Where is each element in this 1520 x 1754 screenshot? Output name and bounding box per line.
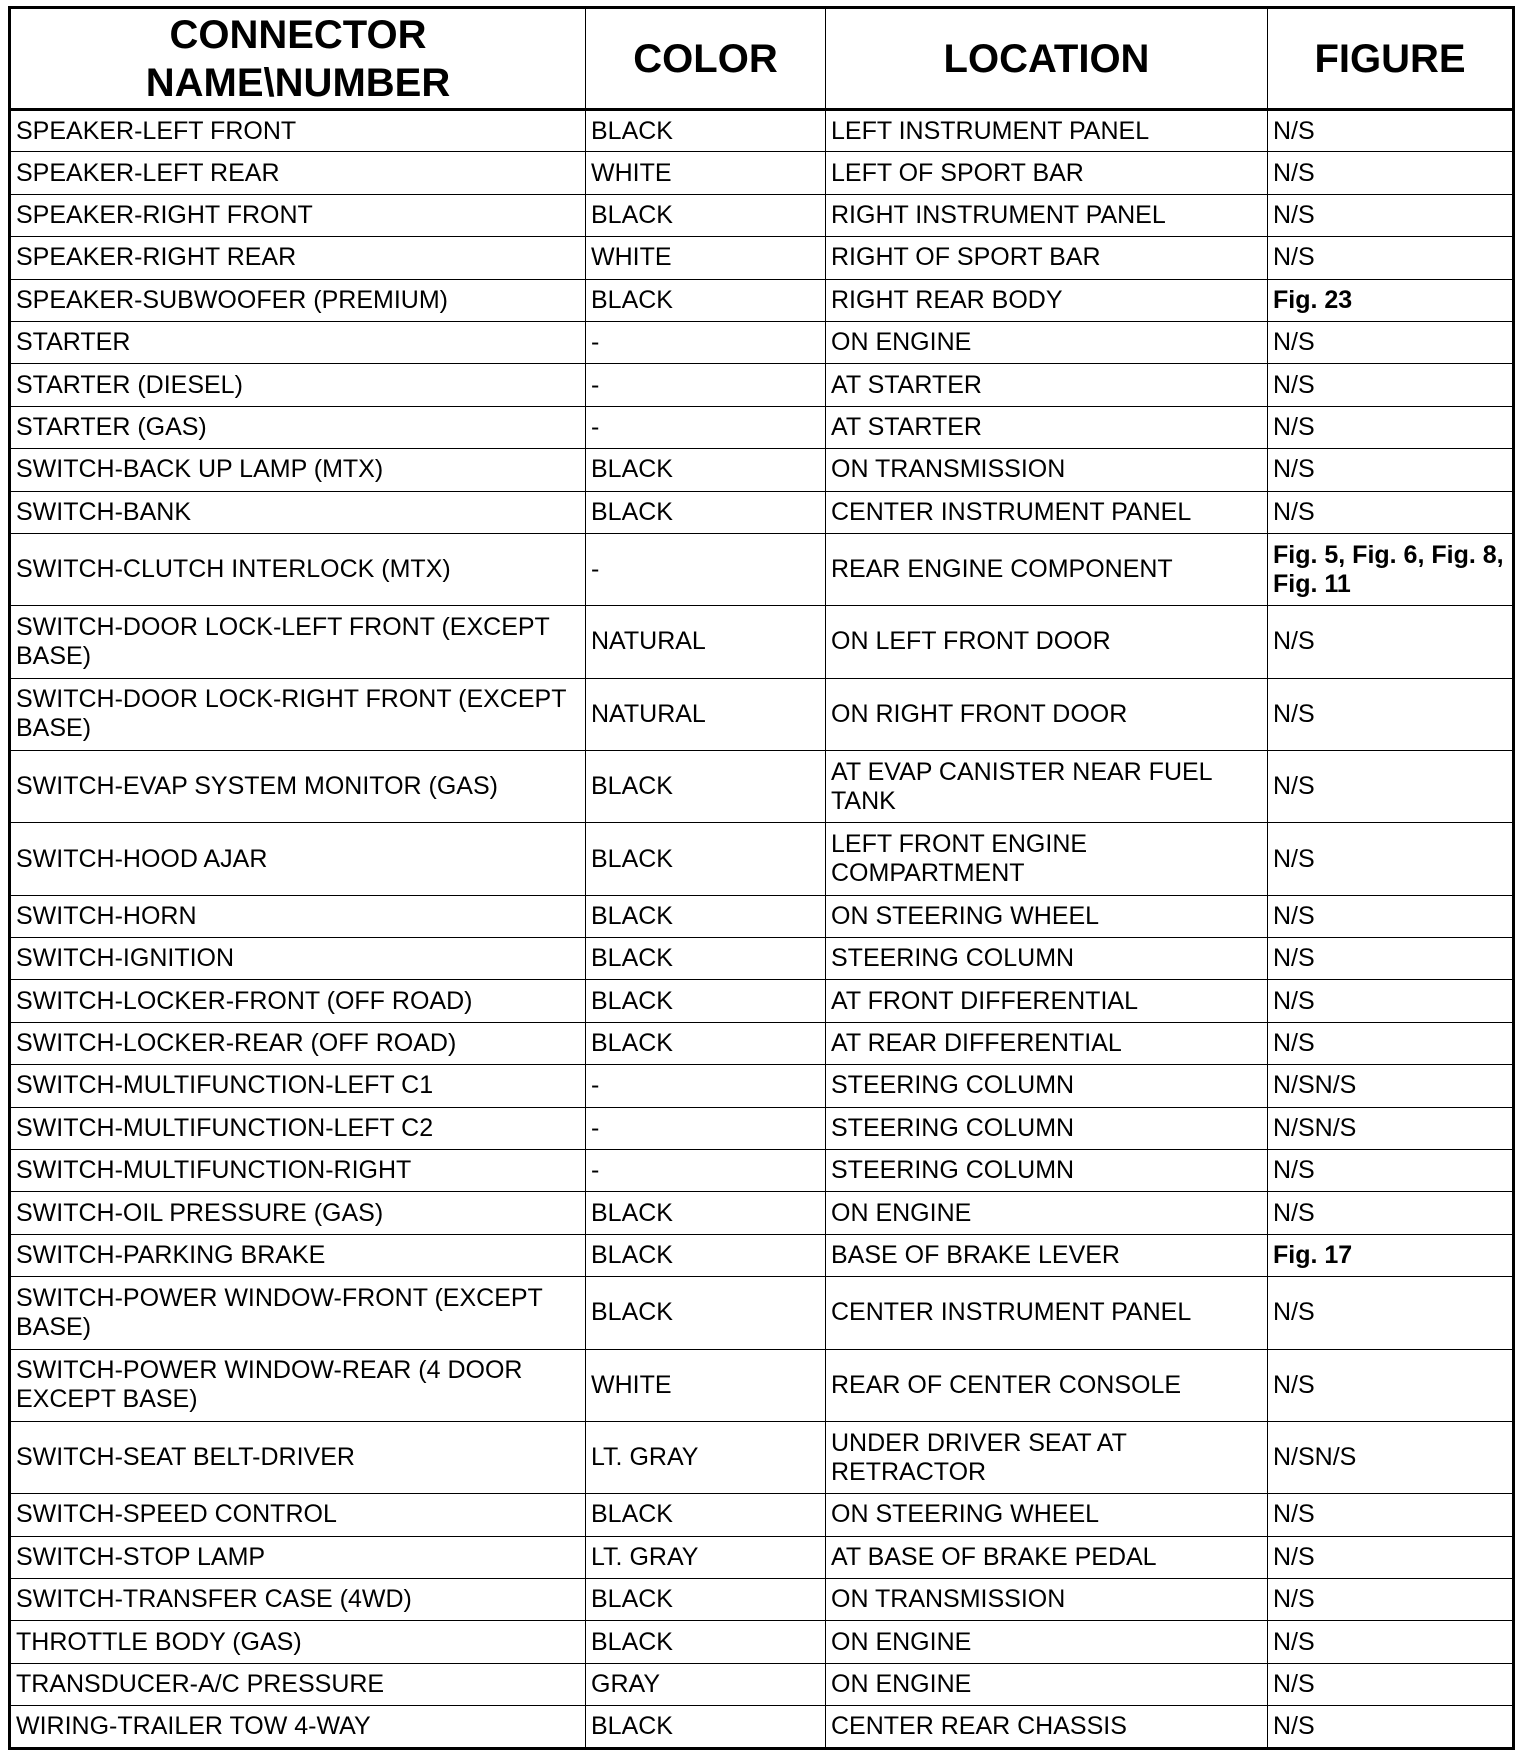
table-row (10, 491, 1514, 533)
cell-color: - (586, 406, 826, 448)
header-figure: FIGURE (1268, 8, 1514, 110)
cell-figure: N/S (1268, 1150, 1514, 1192)
cell-connector-name: SPEAKER-SUBWOOFER (PREMIUM) (10, 279, 586, 321)
cell-color: BLACK (586, 938, 826, 980)
table-row (10, 823, 1514, 895)
cell-location: UNDER DRIVER SEAT AT RETRACTOR (826, 1421, 1268, 1493)
cell-connector-name: SWITCH-POWER WINDOW-FRONT (EXCEPT BASE) (10, 1277, 586, 1349)
cell-color: BLACK (586, 279, 826, 321)
cell-color: WHITE (586, 237, 826, 279)
cell-color: BLACK (586, 980, 826, 1022)
cell-connector-name: SWITCH-STOP LAMP (10, 1536, 586, 1578)
cell-figure: N/S (1268, 1022, 1514, 1064)
table-header-row (10, 8, 1514, 110)
connector-table (8, 6, 1515, 1750)
cell-location: LEFT FRONT ENGINE COMPARTMENT (826, 823, 1268, 895)
cell-location: CENTER REAR CHASSIS (826, 1706, 1268, 1749)
cell-figure: N/S (1268, 491, 1514, 533)
cell-connector-name: SWITCH-SPEED CONTROL (10, 1494, 586, 1536)
cell-color: LT. GRAY (586, 1536, 826, 1578)
cell-connector-name: SWITCH-BACK UP LAMP (MTX) (10, 449, 586, 491)
table-row (10, 895, 1514, 937)
cell-connector-name: SWITCH-HOOD AJAR (10, 823, 586, 895)
cell-figure: N/S (1268, 678, 1514, 750)
cell-location: AT STARTER (826, 406, 1268, 448)
cell-color: BLACK (586, 1579, 826, 1621)
cell-connector-name: SWITCH-OIL PRESSURE (GAS) (10, 1192, 586, 1234)
cell-location: ON ENGINE (826, 321, 1268, 363)
cell-figure: N/S (1268, 321, 1514, 363)
table-row (10, 1192, 1514, 1234)
table-row (10, 750, 1514, 822)
cell-connector-name: SWITCH-LOCKER-FRONT (OFF ROAD) (10, 980, 586, 1022)
cell-connector-name: SWITCH-SEAT BELT-DRIVER (10, 1421, 586, 1493)
table-row (10, 1421, 1514, 1493)
cell-connector-name: SWITCH-DOOR LOCK-LEFT FRONT (EXCEPT BASE) (10, 606, 586, 678)
cell-color: BLACK (586, 1022, 826, 1064)
table-body (10, 110, 1514, 1749)
cell-connector-name: THROTTLE BODY (GAS) (10, 1621, 586, 1663)
cell-location: ON STEERING WHEEL (826, 1494, 1268, 1536)
table-row (10, 152, 1514, 194)
cell-color: BLACK (586, 1494, 826, 1536)
table-row (10, 406, 1514, 448)
cell-figure: N/S (1268, 1349, 1514, 1421)
cell-color: BLACK (586, 823, 826, 895)
cell-color: BLACK (586, 1277, 826, 1349)
cell-location: AT REAR DIFFERENTIAL (826, 1022, 1268, 1064)
table-row (10, 1579, 1514, 1621)
cell-figure: N/S (1268, 1663, 1514, 1705)
cell-connector-name: SWITCH-LOCKER-REAR (OFF ROAD) (10, 1022, 586, 1064)
cell-connector-name: SWITCH-BANK (10, 491, 586, 533)
cell-color: - (586, 533, 826, 605)
cell-color: BLACK (586, 750, 826, 822)
cell-figure: N/S (1268, 406, 1514, 448)
table-row (10, 938, 1514, 980)
cell-connector-name: STARTER (10, 321, 586, 363)
cell-color: NATURAL (586, 606, 826, 678)
cell-connector-name: SWITCH-MULTIFUNCTION-LEFT C2 (10, 1107, 586, 1149)
header-connector-name: CONNECTOR NAME\NUMBER (10, 8, 586, 110)
cell-location: CENTER INSTRUMENT PANEL (826, 491, 1268, 533)
cell-color: - (586, 321, 826, 363)
cell-color: BLACK (586, 491, 826, 533)
cell-figure: N/S (1268, 237, 1514, 279)
cell-location: LEFT OF SPORT BAR (826, 152, 1268, 194)
cell-connector-name: SWITCH-POWER WINDOW-REAR (4 DOOR EXCEPT BASE) (10, 1349, 586, 1421)
cell-color: - (586, 364, 826, 406)
table-row (10, 1621, 1514, 1663)
cell-location: LEFT INSTRUMENT PANEL (826, 110, 1268, 152)
cell-connector-name: SWITCH-CLUTCH INTERLOCK (MTX) (10, 533, 586, 605)
table-row (10, 678, 1514, 750)
cell-color: - (586, 1107, 826, 1149)
cell-location: ON LEFT FRONT DOOR (826, 606, 1268, 678)
cell-connector-name: SPEAKER-RIGHT FRONT (10, 194, 586, 236)
cell-location: STEERING COLUMN (826, 938, 1268, 980)
cell-connector-name: SWITCH-DOOR LOCK-RIGHT FRONT (EXCEPT BASE) (10, 678, 586, 750)
table-row (10, 1277, 1514, 1349)
table-row (10, 1065, 1514, 1107)
cell-location: ON RIGHT FRONT DOOR (826, 678, 1268, 750)
cell-connector-name: SWITCH-PARKING BRAKE (10, 1234, 586, 1276)
cell-color: - (586, 1150, 826, 1192)
cell-figure: N/S (1268, 1621, 1514, 1663)
cell-location: AT EVAP CANISTER NEAR FUEL TANK (826, 750, 1268, 822)
table-row (10, 364, 1514, 406)
cell-figure: N/S (1268, 1706, 1514, 1749)
cell-figure: N/S (1268, 1579, 1514, 1621)
table-row (10, 1706, 1514, 1749)
cell-location: STEERING COLUMN (826, 1150, 1268, 1192)
cell-location: STEERING COLUMN (826, 1065, 1268, 1107)
cell-figure: N/S (1268, 110, 1514, 152)
cell-color: - (586, 1065, 826, 1107)
cell-color: BLACK (586, 110, 826, 152)
cell-color: NATURAL (586, 678, 826, 750)
cell-color: GRAY (586, 1663, 826, 1705)
cell-figure: Fig. 23 (1268, 279, 1514, 321)
cell-color: WHITE (586, 1349, 826, 1421)
cell-location: STEERING COLUMN (826, 1107, 1268, 1149)
cell-figure: N/S (1268, 895, 1514, 937)
cell-figure: N/S (1268, 1536, 1514, 1578)
cell-location: RIGHT REAR BODY (826, 279, 1268, 321)
table-row (10, 1022, 1514, 1064)
cell-color: BLACK (586, 895, 826, 937)
cell-location: REAR ENGINE COMPONENT (826, 533, 1268, 605)
table-row (10, 321, 1514, 363)
cell-color: BLACK (586, 1192, 826, 1234)
cell-connector-name: SPEAKER-LEFT FRONT (10, 110, 586, 152)
cell-location: CENTER INSTRUMENT PANEL (826, 1277, 1268, 1349)
cell-color: BLACK (586, 1621, 826, 1663)
cell-figure: Fig. 17 (1268, 1234, 1514, 1276)
cell-connector-name: SWITCH-EVAP SYSTEM MONITOR (GAS) (10, 750, 586, 822)
cell-connector-name: STARTER (GAS) (10, 406, 586, 448)
table-row (10, 1150, 1514, 1192)
cell-figure: N/S (1268, 1192, 1514, 1234)
table-row (10, 449, 1514, 491)
cell-location: RIGHT INSTRUMENT PANEL (826, 194, 1268, 236)
cell-connector-name: SPEAKER-RIGHT REAR (10, 237, 586, 279)
cell-connector-name: STARTER (DIESEL) (10, 364, 586, 406)
cell-figure: N/S (1268, 938, 1514, 980)
cell-location: ON TRANSMISSION (826, 449, 1268, 491)
cell-connector-name: SWITCH-MULTIFUNCTION-LEFT C1 (10, 1065, 586, 1107)
cell-location: ON ENGINE (826, 1192, 1268, 1234)
header-location: LOCATION (826, 8, 1268, 110)
cell-figure: N/S (1268, 823, 1514, 895)
cell-connector-name: SWITCH-TRANSFER CASE (4WD) (10, 1579, 586, 1621)
cell-location: ON ENGINE (826, 1621, 1268, 1663)
cell-figure: N/S (1268, 449, 1514, 491)
cell-color: LT. GRAY (586, 1421, 826, 1493)
table-row (10, 1494, 1514, 1536)
cell-figure: N/S (1268, 152, 1514, 194)
table-row (10, 194, 1514, 236)
cell-figure: N/S (1268, 1277, 1514, 1349)
cell-connector-name: SWITCH-HORN (10, 895, 586, 937)
cell-figure: N/SN/S (1268, 1065, 1514, 1107)
table-row (10, 606, 1514, 678)
cell-connector-name: WIRING-TRAILER TOW 4-WAY (10, 1706, 586, 1749)
cell-figure: N/SN/S (1268, 1421, 1514, 1493)
cell-connector-name: SWITCH-IGNITION (10, 938, 586, 980)
cell-figure: N/S (1268, 980, 1514, 1022)
cell-connector-name: SWITCH-MULTIFUNCTION-RIGHT (10, 1150, 586, 1192)
table-row (10, 279, 1514, 321)
cell-color: BLACK (586, 1234, 826, 1276)
cell-location: ON STEERING WHEEL (826, 895, 1268, 937)
table-row (10, 1234, 1514, 1276)
header-color: COLOR (586, 8, 826, 110)
cell-location: ON ENGINE (826, 1663, 1268, 1705)
table-row (10, 1663, 1514, 1705)
cell-location: BASE OF BRAKE LEVER (826, 1234, 1268, 1276)
cell-connector-name: TRANSDUCER-A/C PRESSURE (10, 1663, 586, 1705)
table-row (10, 1536, 1514, 1578)
cell-location: AT FRONT DIFFERENTIAL (826, 980, 1268, 1022)
cell-figure: Fig. 5, Fig. 6, Fig. 8, Fig. 11 (1268, 533, 1514, 605)
table-row (10, 237, 1514, 279)
cell-color: BLACK (586, 1706, 826, 1749)
cell-location: REAR OF CENTER CONSOLE (826, 1349, 1268, 1421)
table-row (10, 533, 1514, 605)
cell-location: AT STARTER (826, 364, 1268, 406)
cell-color: BLACK (586, 194, 826, 236)
cell-location: AT BASE OF BRAKE PEDAL (826, 1536, 1268, 1578)
table-row (10, 110, 1514, 152)
table-row (10, 1349, 1514, 1421)
cell-color: BLACK (586, 449, 826, 491)
cell-figure: N/S (1268, 750, 1514, 822)
cell-figure: N/S (1268, 1494, 1514, 1536)
cell-location: RIGHT OF SPORT BAR (826, 237, 1268, 279)
table-row (10, 1107, 1514, 1149)
cell-location: ON TRANSMISSION (826, 1579, 1268, 1621)
cell-figure: N/S (1268, 606, 1514, 678)
cell-figure: N/S (1268, 364, 1514, 406)
cell-connector-name: SPEAKER-LEFT REAR (10, 152, 586, 194)
table-row (10, 980, 1514, 1022)
cell-color: WHITE (586, 152, 826, 194)
cell-figure: N/S (1268, 194, 1514, 236)
cell-figure: N/SN/S (1268, 1107, 1514, 1149)
